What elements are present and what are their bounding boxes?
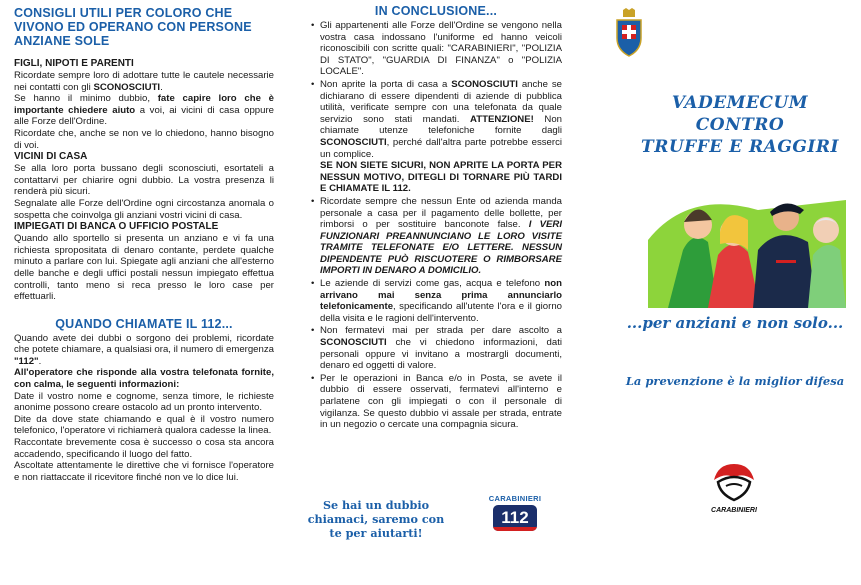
paragraph: Date il vostro nome e cognome, senza timore, le richieste anonime possono creare ostacolo ad un pronto intervento. bbox=[14, 390, 274, 414]
panel-title: IN CONCLUSIONE... bbox=[374, 4, 498, 18]
logo-text: CARABINIERI bbox=[711, 507, 757, 514]
advice-list bbox=[310, 20, 562, 431]
cover-title: VADEMECUM CONTRO TRUFFE E RAGGIRI bbox=[641, 93, 839, 157]
paragraph: Quando avete dei dubbi o sorgono dei problemi, ricordate che potete chiamare, a qualsiasi ora, il numero di emergenza "112". bbox=[14, 332, 274, 367]
emergency-badge bbox=[484, 494, 546, 531]
paragraph: Ricordate che, anche se non ve lo chiedono, hanno bisogno di voi. bbox=[14, 127, 274, 151]
list-item: • Per le operazioni in Banca e/o in Posta, se avete il dubbio di essere osservati, fermatevi all'interno e parlatene con gli impiegati o con il personale di vigilanza. Se questo dubbio vi assale per strada, entrate in un negozio o cercate una compagnia sicura. bbox=[320, 373, 562, 431]
list-item: • Gli appartenenti alle Forze dell'Ordine se vengono nella vostra casa indossano l'uniforme ed hanno veicoli riconoscibili con scritte quali: "CARABINIERI", "POLIZIA DI STATO", "GUARDIA DI FINANZA" o "POLIZIA LOCALE". bbox=[320, 20, 562, 78]
cover-subtitle: ...per anziani e non solo... bbox=[626, 314, 844, 332]
section-heading: VICINI DI CASA bbox=[14, 151, 88, 163]
badge-112 bbox=[493, 505, 537, 531]
badge-stripe bbox=[493, 527, 537, 531]
paragraph: Ascoltate attentamente le direttive che vi fornisce l'operatore e non riattaccate il ricevitore finché non ve lo dice lui. bbox=[14, 460, 274, 483]
badge-label: CARABINIERI bbox=[488, 494, 542, 503]
paragraph: Ricordate sempre loro di adottare tutte le cautele necessarie nei contatti con gli SCONOSCIUTI. bbox=[14, 70, 274, 93]
badge-number: 112 bbox=[501, 508, 529, 527]
section-title: QUANDO CHIAMATE IL 112... bbox=[55, 316, 233, 331]
help-slogan: Se hai un dubbio chiamaci, saremo con te per aiutarti! bbox=[307, 498, 445, 540]
middle-panel bbox=[288, 0, 570, 585]
paragraph: Segnalate alle Forze dell'Ordine ogni circostanza anomala o sospetta che coinvolga gli anziani vostri vicini di casa. bbox=[14, 197, 274, 221]
section-heading: IMPIEGATI DI BANCA O UFFICIO POSTALE bbox=[14, 221, 219, 233]
crest-icon bbox=[614, 8, 644, 58]
paragraph: Raccontate brevemente cosa è successo o cosa sta ancora accadendo, specificando il luogo del fatto. bbox=[14, 437, 274, 460]
list-item: • Le aziende di servizi come gas, acqua e telefono non arrivano mai senza prima annunciarlo telefonicamente, specificando all'utente l'ora e il giorno della visita e le ragioni dell'intervento. bbox=[320, 278, 562, 324]
paragraph: Se alla loro porta bussano degli sconosciuti, esortateli a contattarvi per chiarire ogni dubbio. La vostra presenza li renderà più sicuri. bbox=[14, 163, 274, 198]
section-heading: FIGLI, NIPOTI E PARENTI bbox=[14, 58, 134, 69]
paragraph: All'operatore che risponde alla vostra telefonata fornite, con calma, le seguenti informazioni: bbox=[14, 367, 274, 391]
list-item: • Non aprite la porta di casa a SCONOSCIUTI anche se dichiarano di essere dipendenti di aziende di pubblica utilità, verificate sempre con una telefonata da quale servizio sono stati mandati. ATTENZIONE! Non chiamate utenze telefoniche fornite dagli SCONOSCIUTI, perché dall'altra parte potrebbe esserci un complice. SE NON SIETE SICURI, NON APRITE LA PORTA PER NESSUN MOTIVO, DITEGLI DI TORNARE PIÙ TARDI E CHIAMATE IL 112. bbox=[320, 79, 562, 195]
paragraph: Se hanno il minimo dubbio, fate capire loro che è importante chiedere aiuto a voi, ai vicini di casa oppure alle Forze dell'Ordine. bbox=[14, 93, 275, 128]
paragraph: Dite da dove state chiamando e qual è il vostro numero telefonico, l'operatore vi richiamerà qualora cadesse la linea. bbox=[14, 413, 274, 437]
list-item: • Ricordate sempre che nessun Ente od azienda manda personale a casa per il pagamento delle bollette, per rimborsi o per sostituire banconote false. I VERI FUNZIONARI PREANNUNCIANO LE LORO VISITE TRAMITE TELEFONATE E/O LETTERE. NESSUN DIPENDENTE PUÒ RISCUOTERE O RIMBORSARE IMPORTI IN DENARO A DOMICILIO. bbox=[320, 196, 562, 277]
list-item: • Non fermatevi mai per strada per dare ascolto a SCONOSCIUTI che vi chiedono informazioni, dati personali oppure vi invitano a mostrargli documenti, denaro ed oggetti di valore. bbox=[320, 325, 562, 371]
illustration-image bbox=[648, 180, 846, 308]
panel-title: CONSIGLI UTILI PER COLORO CHE VIVONO ED OPERANO CON PERSONE ANZIANE SOLE bbox=[14, 6, 252, 48]
warning-text: SE NON SIETE SICURI, NON APRITE LA PORTA PER NESSUN MOTIVO, DITEGLI DI TORNARE PIÙ TARDI E CHIAMATE IL 112. bbox=[320, 160, 562, 195]
cover-panel bbox=[570, 0, 861, 585]
carabinieri-logo-icon bbox=[704, 460, 764, 516]
cover-tagline: La prevenzione è la miglior difesa bbox=[625, 374, 845, 388]
left-panel bbox=[0, 0, 288, 585]
paragraph: Quando allo sportello si presenta un anziano e vi fa una richiesta spropositata di denaro contante, perdete qualche minuto a parlare con lui. Spiegate agli anziani che all'esterno delle banche e degli uffici postali nessun impiegato effettua controlli, tanto meno si reca presso le loro case per effettuarli. bbox=[14, 233, 274, 303]
